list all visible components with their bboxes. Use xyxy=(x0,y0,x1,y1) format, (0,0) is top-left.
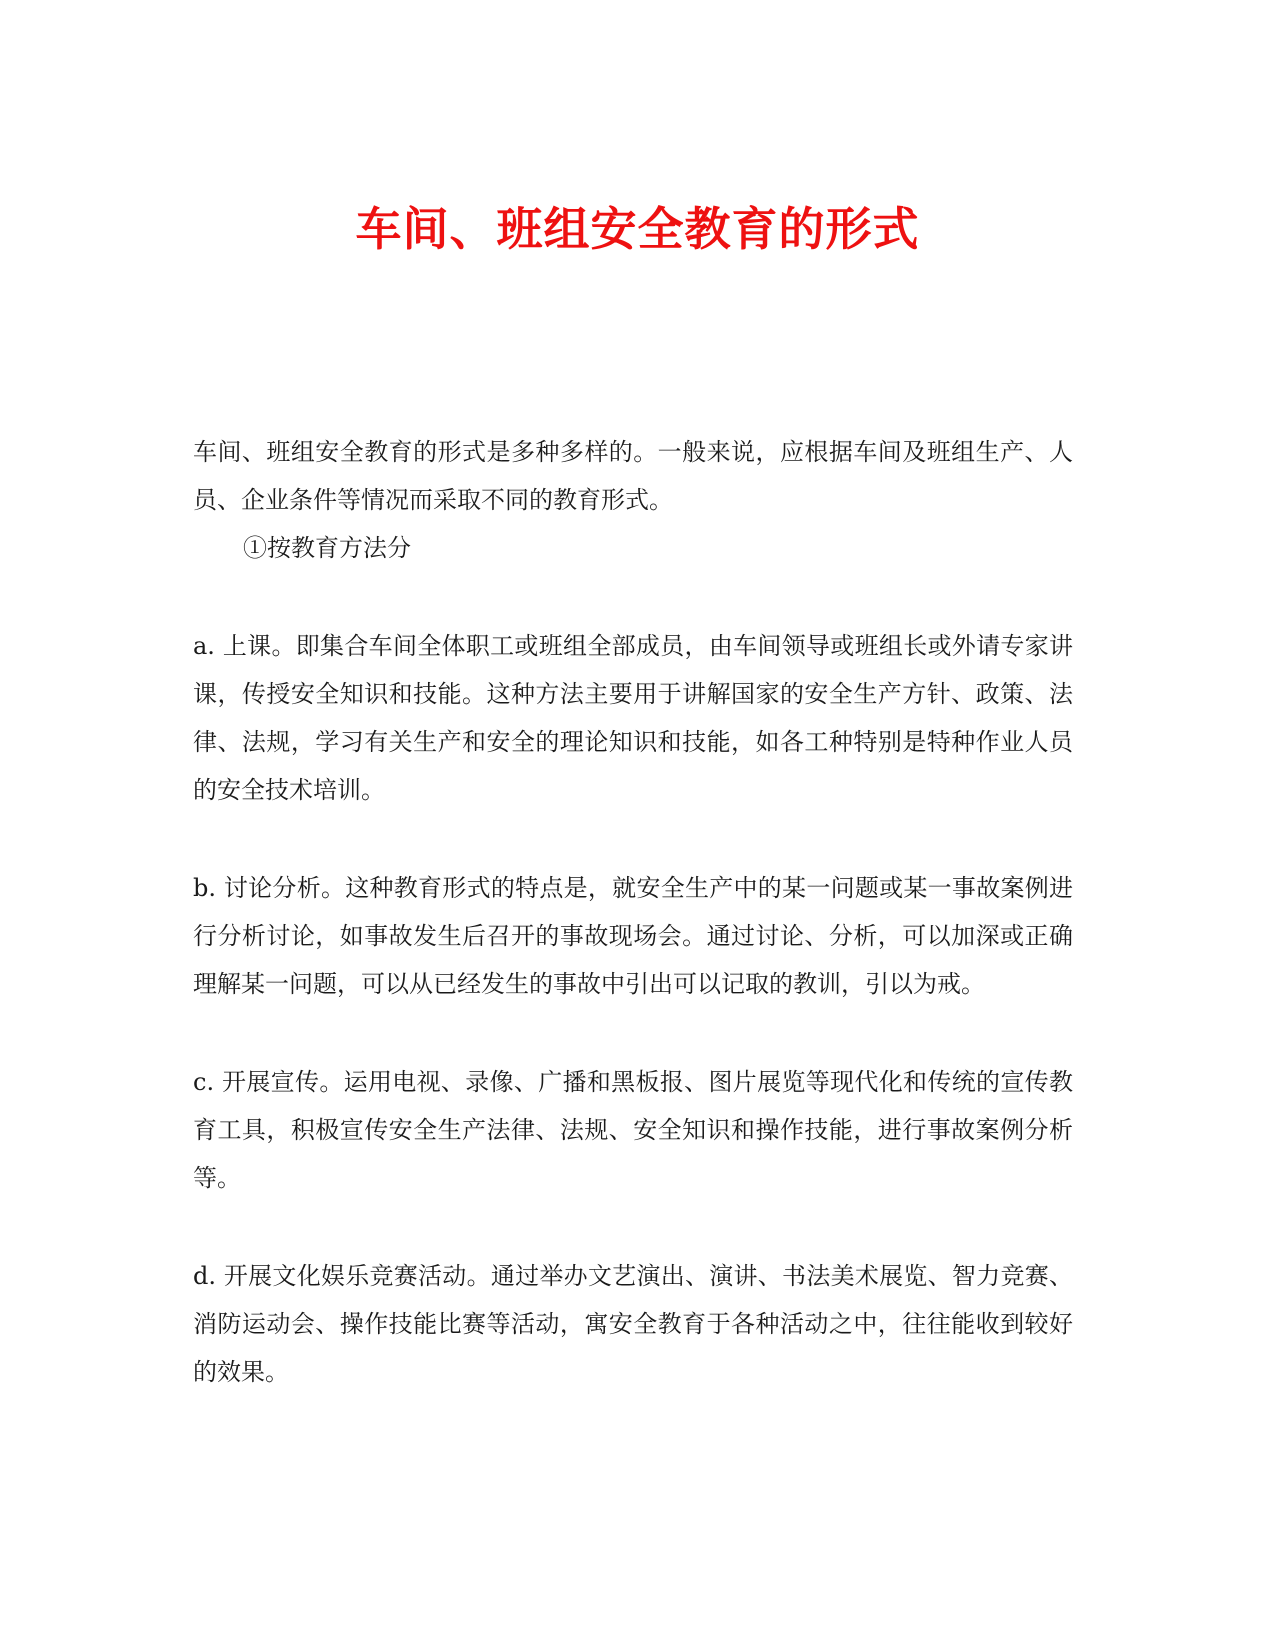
document-body xyxy=(193,428,1073,1396)
list-item-b: b. 讨论分析。这种教育形式的特点是，就安全生产中的某一问题或某一事故案例进行分析讨论，如事故发生后召开的事故现场会。通过讨论、分析，可以加深或正确理解某一问题，可以从已经发生的事故中引出可以记取的教训，引以为戒。 xyxy=(193,874,1073,998)
page-title: 车间、班组安全教育的形式 xyxy=(355,201,920,256)
list-item-c: c. 开展宣传。运用电视、录像、广播和黑板报、图片展览等现代化和传统的宣传教育工具，积极宣传安全生产法律、法规、安全知识和操作技能，进行事故案例分析等。 xyxy=(193,1068,1073,1192)
list-item-d: d. 开展文化娱乐竞赛活动。通过举办文艺演出、演讲、书法美术展览、智力竞赛、消防运动会、操作技能比赛等活动，寓安全教育于各种活动之中，往往能收到较好的效果。 xyxy=(193,1262,1073,1386)
section-heading: ①按教育方法分 xyxy=(243,534,411,562)
list-item-a: a. 上课。即集合车间全体职工或班组全部成员，由车间领导或班组长或外请专家讲课，传授安全知识和技能。这种方法主要用于讲解国家的安全生产方针、政策、法律、法规，学习有关生产和安全的理论知识和技能，如各工种特别是特种作业人员的安全技术培训。 xyxy=(193,632,1073,804)
intro-paragraph: 车间、班组安全教育的形式是多种多样的。一般来说，应根据车间及班组生产、人员、企业条件等情况而采取不同的教育形式。 xyxy=(193,438,1073,514)
